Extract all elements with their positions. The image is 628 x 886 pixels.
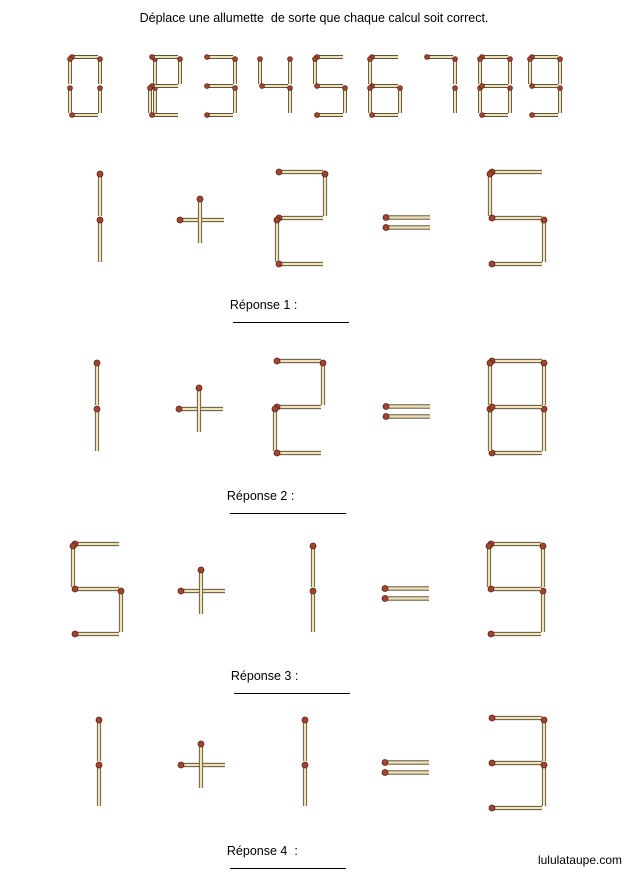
equation-1-result-digit — [487, 169, 547, 267]
matchstick — [541, 406, 547, 451]
matchstick — [96, 717, 102, 761]
matchstick — [276, 261, 323, 267]
matchstick — [315, 113, 343, 118]
answer-line-4 — [213, 830, 346, 886]
matchstick — [530, 84, 558, 89]
matchstick — [68, 86, 73, 113]
equation-3-left-digit — [70, 541, 124, 637]
matchstick — [98, 57, 103, 84]
matchstick — [489, 215, 542, 221]
matchstick — [150, 113, 178, 118]
matchstick — [274, 217, 280, 262]
matchstick — [489, 169, 542, 175]
matchstick — [320, 360, 326, 405]
equation-3-equals-sign — [382, 586, 429, 602]
matchstick — [530, 55, 558, 60]
matchstick — [558, 86, 563, 113]
reference-digit-3 — [205, 55, 238, 118]
matchstick — [276, 169, 323, 175]
matchstick — [72, 586, 119, 592]
matchstick — [370, 55, 398, 60]
matchstick — [480, 55, 508, 60]
matchstick — [94, 360, 100, 405]
equation-1-plus-sign — [177, 196, 224, 243]
matchstick — [383, 215, 430, 221]
matchstick — [478, 86, 483, 113]
matchstick — [322, 171, 328, 216]
matchstick — [540, 588, 546, 632]
answer-blank-4[interactable] — [230, 858, 346, 869]
matchstick — [310, 543, 316, 587]
answer-line-1 — [216, 284, 349, 340]
matchstick — [150, 84, 178, 89]
matchstick — [276, 215, 323, 221]
matchstick — [541, 762, 547, 806]
matchstick — [541, 717, 547, 761]
matchstick — [370, 84, 398, 89]
matchstick — [425, 55, 453, 60]
matchstick — [383, 404, 430, 410]
answer-label-4: Réponse 4 : — [226, 844, 298, 858]
matchstick — [274, 404, 321, 410]
matchstick — [558, 57, 563, 84]
reference-digit-8 — [478, 55, 513, 118]
matchstick — [487, 406, 493, 451]
matchstick — [97, 217, 103, 262]
equation-2-left-digit — [94, 360, 100, 451]
matchstick — [153, 57, 158, 84]
matchstick — [274, 450, 321, 456]
matchstick — [70, 113, 98, 118]
reference-digit-7 — [425, 55, 458, 113]
reference-digit-9 — [528, 55, 563, 118]
matchstick — [382, 586, 429, 592]
site-credit: lululataupe.com — [537, 853, 622, 867]
matchstick — [260, 84, 288, 89]
matchstick — [489, 715, 542, 721]
matchstick — [72, 631, 119, 637]
reference-digit-6 — [368, 55, 403, 118]
equation-4-plus-sign — [178, 741, 225, 788]
matchstick — [453, 57, 458, 84]
matchstick — [489, 404, 542, 410]
equation-3-right-digit — [310, 543, 316, 632]
answer-label-3: Réponse 3 : — [230, 669, 299, 683]
matchstick — [315, 55, 343, 60]
matchstick — [70, 543, 76, 587]
matchstick — [310, 588, 316, 632]
equation-2-plus-sign — [176, 385, 223, 432]
matchstick — [478, 57, 483, 84]
matchstick — [258, 57, 263, 84]
matchstick — [302, 762, 308, 806]
matchstick — [274, 358, 321, 364]
matchstick — [205, 84, 233, 89]
equation-2-equals-sign — [383, 404, 430, 420]
matchstick — [70, 55, 98, 60]
matchstick — [315, 84, 343, 89]
matchstick — [96, 762, 102, 806]
equation-3-result-digit — [486, 541, 546, 637]
matchstick — [488, 631, 541, 637]
matchstick — [528, 57, 533, 84]
answer-label-2: Réponse 2 : — [226, 489, 295, 503]
matchstick — [487, 171, 493, 216]
matchstick — [508, 57, 513, 84]
matchstick — [488, 586, 541, 592]
matchstick — [486, 543, 492, 587]
matchstick — [453, 86, 458, 113]
matchstick — [382, 760, 429, 766]
matchstick — [98, 86, 103, 113]
matchstick — [313, 57, 318, 84]
answer-blank-3[interactable] — [234, 683, 350, 694]
matchstick — [398, 86, 403, 113]
equation-1-left-digit — [97, 171, 103, 262]
answer-line-3 — [217, 655, 350, 711]
matchstick — [382, 770, 429, 776]
matchstick — [343, 86, 348, 113]
matchstick — [150, 55, 178, 60]
matchstick — [178, 57, 183, 84]
matchstick — [508, 86, 513, 113]
equation-4-right-digit — [302, 717, 308, 806]
matchstick — [541, 217, 547, 262]
matchstick — [383, 225, 430, 231]
matchstick — [370, 113, 398, 118]
answer-blank-2[interactable] — [230, 503, 346, 514]
equation-1-right-digit — [274, 169, 328, 267]
answer-label-1: Réponse 1 : — [229, 298, 298, 312]
matchstick — [489, 805, 542, 811]
matchstick — [153, 86, 158, 113]
matchstick — [540, 543, 546, 587]
equation-4-left-digit — [96, 717, 102, 806]
equation-1-equals-sign — [383, 215, 430, 231]
equation-4-equals-sign — [382, 760, 429, 776]
reference-digit-0 — [68, 55, 103, 118]
matchstick — [489, 450, 542, 456]
equation-3-plus-sign — [178, 567, 225, 614]
matchstick — [233, 57, 238, 84]
matchstick — [382, 596, 429, 602]
matchstick — [97, 171, 103, 216]
matchstick — [118, 588, 124, 632]
reference-digit-5 — [313, 55, 348, 118]
matchstick — [541, 360, 547, 405]
instruction-text: Déplace une allumette de sorte que chaque calcul soit correct. — [139, 11, 489, 25]
matchstick — [233, 86, 238, 113]
matchstick — [94, 406, 100, 451]
matchstick — [489, 358, 542, 364]
matchstick — [488, 541, 541, 547]
matchstick — [480, 113, 508, 118]
reference-digit-2 — [148, 55, 183, 118]
matchstick — [205, 113, 233, 118]
matchstick — [205, 55, 233, 60]
matchstick — [68, 57, 73, 84]
equation-2-right-digit — [272, 358, 326, 456]
matchstick — [272, 406, 278, 451]
matchstick — [72, 541, 119, 547]
matchstick — [487, 360, 493, 405]
matchstick — [302, 717, 308, 761]
answer-line-2 — [213, 475, 346, 531]
matchstick — [530, 113, 558, 118]
equation-2-result-digit — [487, 358, 547, 456]
matchstick — [489, 261, 542, 267]
matchstick — [383, 414, 430, 420]
answer-blank-1[interactable] — [233, 312, 349, 323]
equation-4-result-digit — [489, 715, 547, 811]
matchstick — [288, 86, 293, 113]
matchstick — [368, 57, 373, 84]
matchstick — [480, 84, 508, 89]
matchstick — [368, 86, 373, 113]
matchstick — [288, 57, 293, 84]
matchstick — [489, 760, 542, 766]
reference-digit-4 — [258, 57, 293, 113]
matchstick — [148, 86, 153, 113]
